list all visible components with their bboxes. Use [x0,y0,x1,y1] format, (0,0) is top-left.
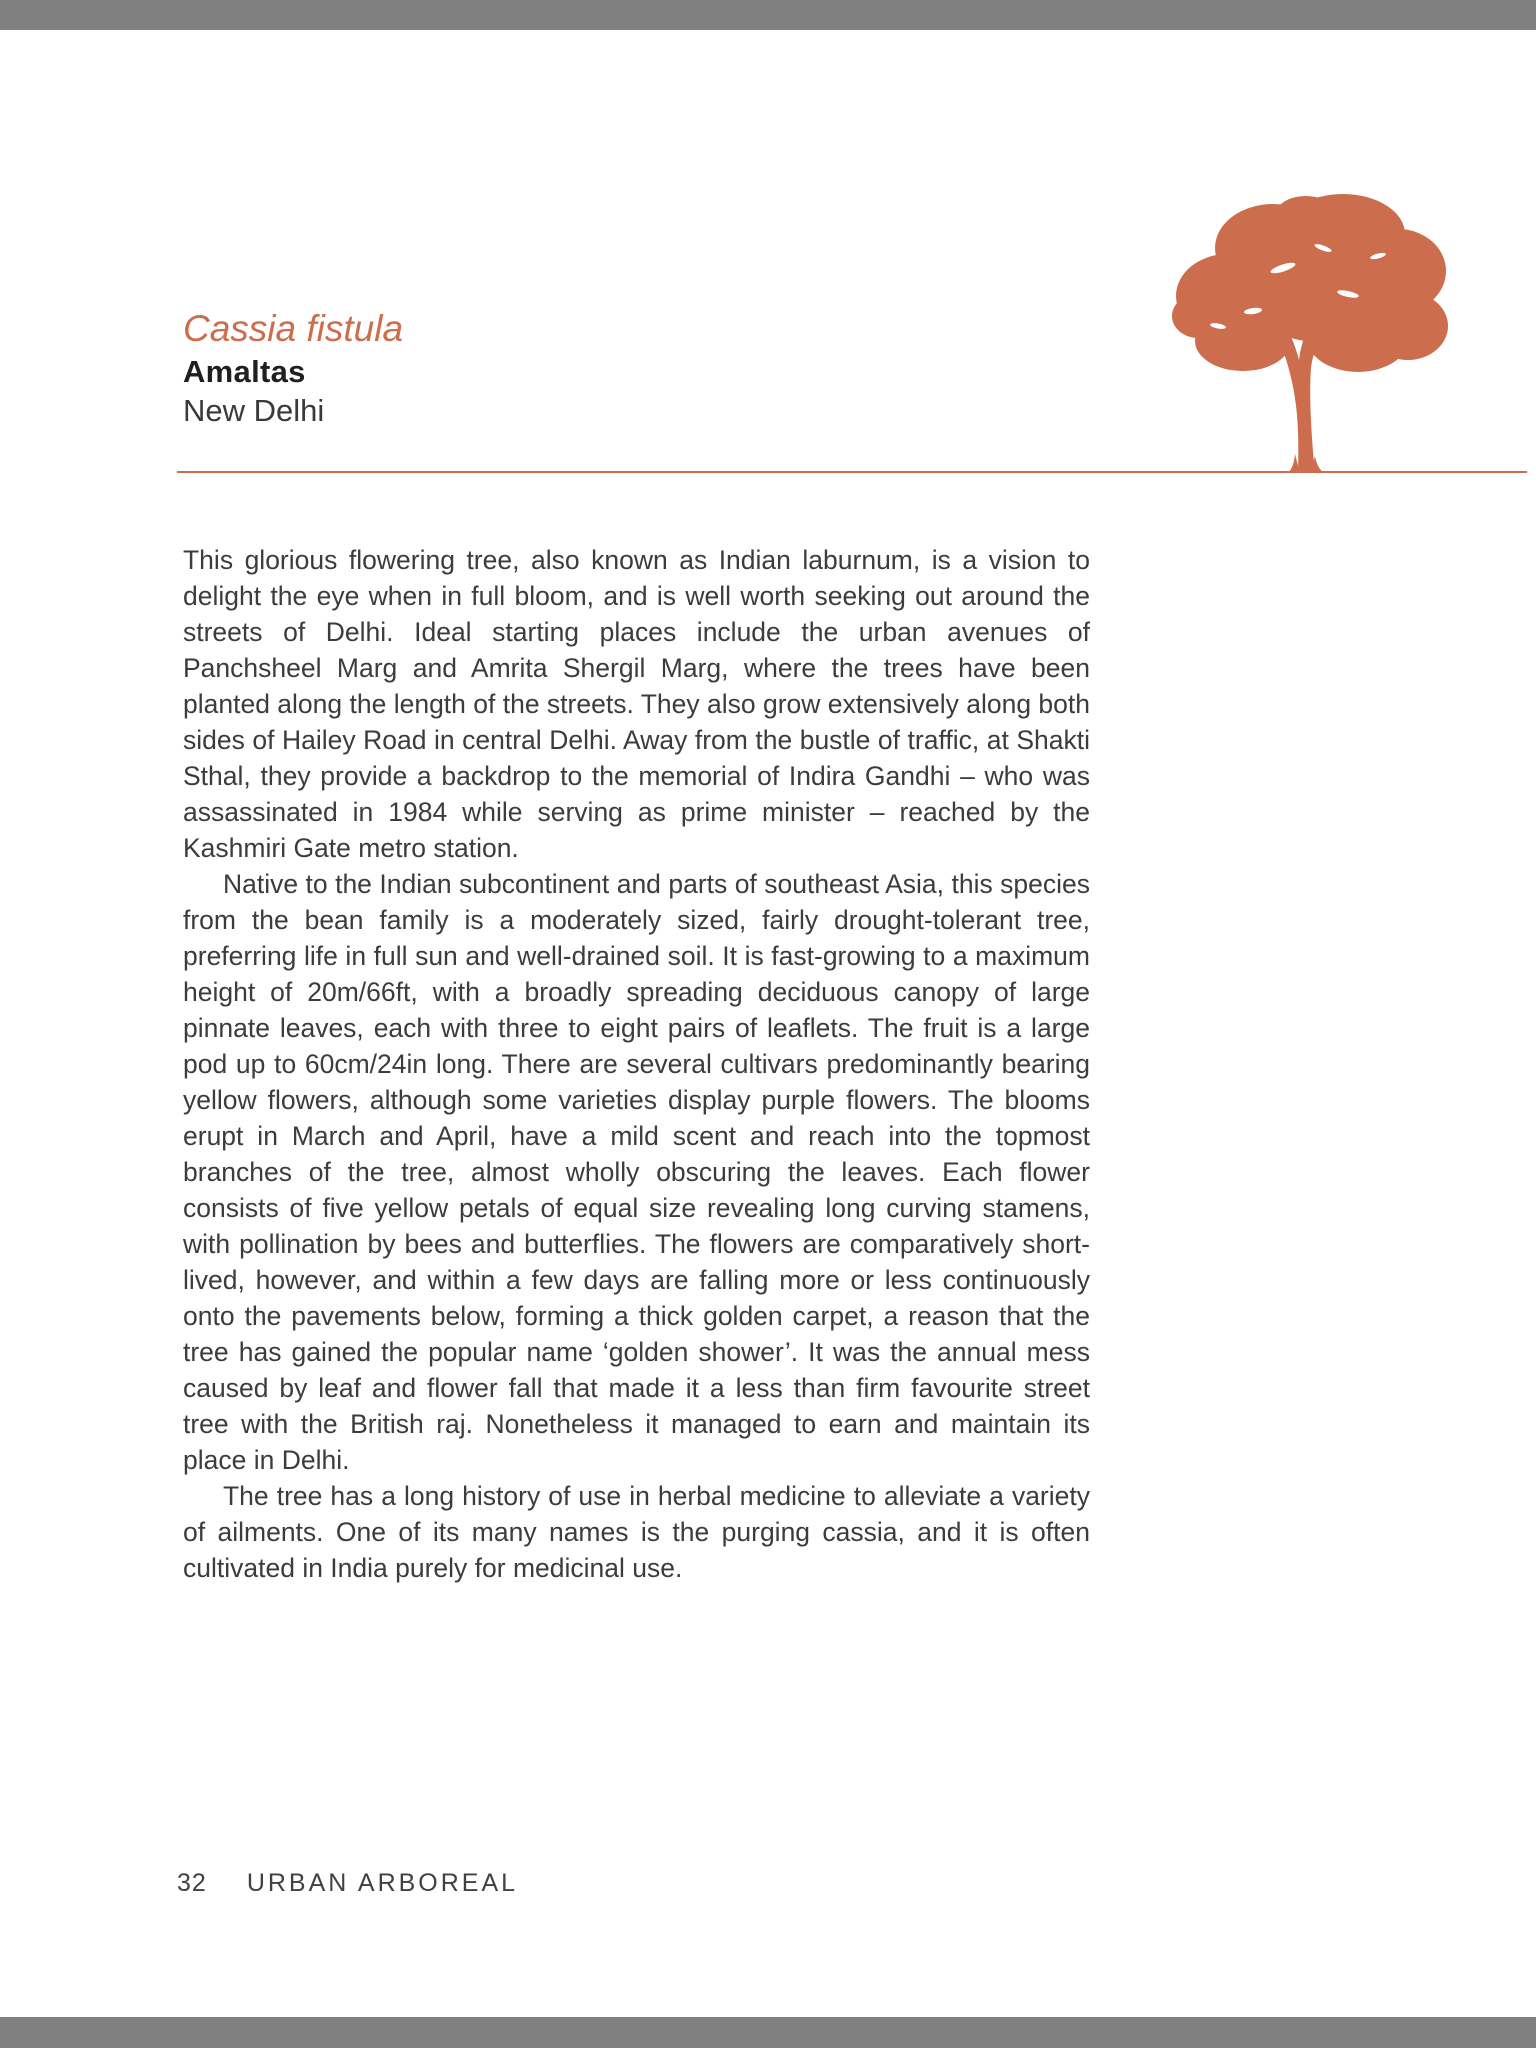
page-footer [177,1869,518,1898]
page-number: 32 [177,1869,207,1897]
common-name: Amaltas [183,354,306,389]
location-label: New Delhi [183,393,325,428]
page-header [183,306,403,430]
book-title: URBAN ARBOREAL [246,1869,519,1897]
body-paragraph: This glorious flowering tree, also known as Indian laburnum, is a vision to delight the eye when in full bloom, and is well worth seeking out around the streets of Delhi. Ideal starting places include the urban avenues of Panchsheel Marg and Amrita Shergil Marg, where the trees have been planted along the length of the streets. They also grow extensively along both sides of Hailey Road in central Delhi. Away from the bustle of traffic, at Shakti Sthal, they provide a backdrop to the memorial of Indira Gandhi – who was assassinated in 1984 while serving as prime minister – reached by the Kashmiri Gate metro station. [183,545,1090,863]
tree-illustration [1158,186,1450,473]
species-title: Cassia fistula [183,308,404,349]
bottom-gray-bar [0,2017,1536,2048]
body-paragraph: Native to the Indian subcontinent and parts of southeast Asia, this species from the bean family is a moderately sized, fairly drought-tolerant tree, preferring life in full sun and well-drained soil. It is fast-growing to a maximum height of 20m/66ft, with a broadly spreading deciduous canopy of large pinnate leaves, each with three to eight pairs of leaflets. The fruit is a large pod up to 60cm/24in long. There are several cultivars predominantly bearing yellow flowers, although some varieties display purple flowers. The blooms erupt in March and April, have a mild scent and reach into the topmost branches of the tree, almost wholly obscuring the leaves. Each flower consists of five yellow petals of equal size revealing long curving stamens, with pollination by bees and butterflies. The flowers are comparatively short-lived, however, and within a few days are falling more or less continuously onto the pavements below, forming a thick golden carpet, a reason that the tree has gained the popular name ‘golden shower’. It was the annual mess caused by leaf and flower fall that made it a less than firm favourite street tree with the British raj. Nonetheless it managed to earn and maintain its place in Delhi. [183,869,1090,1475]
article-body [183,542,1090,1586]
header-divider-rule [177,471,1527,473]
body-paragraph: The tree has a long history of use in herbal medicine to alleviate a variety of ailments. One of its many names is the purging cassia, and it is often cultivated in India purely for medicinal use. [183,1481,1090,1583]
top-gray-bar [0,0,1536,30]
